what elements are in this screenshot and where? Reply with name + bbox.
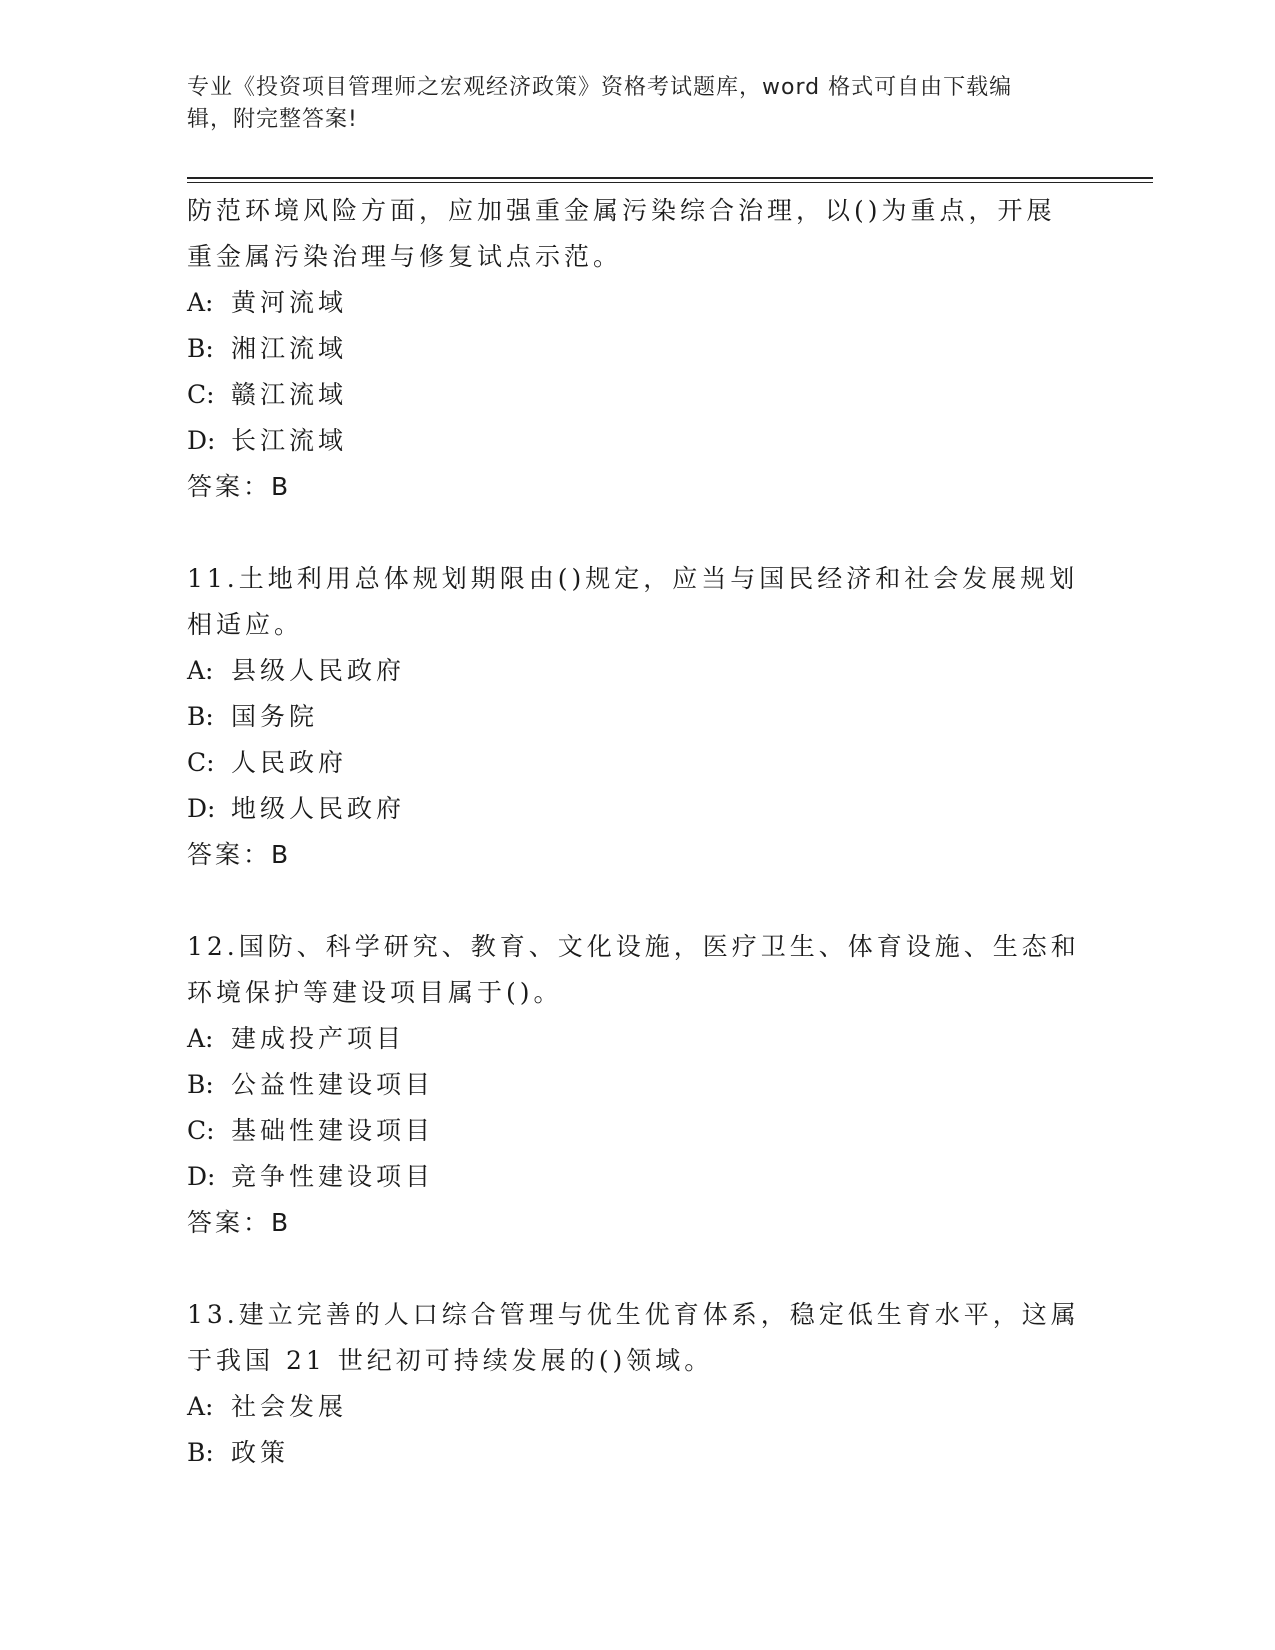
answer-line: 答案：B bbox=[187, 1208, 292, 1237]
option-letter: B: bbox=[187, 702, 214, 731]
header-line-1: 专业《投资项目管理师之宏观经济政策》资格考试题库，word 格式可自由下载编 bbox=[187, 75, 1013, 100]
option-letter: D: bbox=[187, 426, 216, 455]
option-a bbox=[187, 1384, 1087, 1430]
question-text-line: 于我国 21 世纪初可持续发展的()领域。 bbox=[187, 1346, 714, 1375]
option-d bbox=[187, 418, 1087, 464]
option-letter: A: bbox=[187, 1392, 214, 1421]
option-c bbox=[187, 372, 1087, 418]
answer-line: 答案：B bbox=[187, 840, 292, 869]
option-text: 社会发展 bbox=[231, 1392, 348, 1421]
option-d bbox=[187, 786, 1087, 832]
option-b bbox=[187, 326, 1087, 372]
question-text-line: 13.建立完善的人口综合管理与优生优育体系，稳定低生育水平，这属 bbox=[187, 1300, 1080, 1329]
answer-line: 答案：B bbox=[187, 472, 292, 501]
option-letter: C: bbox=[187, 748, 215, 777]
option-text: 竞争性建设项目 bbox=[231, 1162, 435, 1191]
option-a bbox=[187, 280, 1087, 326]
option-text: 黄河流域 bbox=[231, 288, 348, 317]
question-text-line: 11.土地利用总体规划期限由()规定，应当与国民经济和社会发展规划 bbox=[187, 564, 1079, 593]
question-text-line: 重金属污染治理与修复试点示范。 bbox=[187, 242, 623, 271]
document-header bbox=[187, 72, 1067, 136]
option-text: 长江流域 bbox=[231, 426, 348, 455]
question-list bbox=[187, 188, 1087, 1476]
option-text: 湘江流域 bbox=[231, 334, 348, 363]
option-text: 建成投产项目 bbox=[231, 1024, 406, 1053]
option-letter: D: bbox=[187, 1162, 216, 1191]
option-letter: C: bbox=[187, 380, 215, 409]
option-text: 赣江流域 bbox=[231, 380, 348, 409]
question-block bbox=[187, 924, 1087, 1246]
question-block bbox=[187, 1292, 1087, 1476]
option-letter: B: bbox=[187, 334, 214, 363]
option-c bbox=[187, 1108, 1087, 1154]
option-letter: C: bbox=[187, 1116, 215, 1145]
option-letter: D: bbox=[187, 794, 216, 823]
question-block bbox=[187, 188, 1087, 510]
question-text-line: 相适应。 bbox=[187, 610, 304, 639]
option-letter: A: bbox=[187, 288, 214, 317]
option-text: 国务院 bbox=[231, 702, 319, 731]
option-b bbox=[187, 1430, 1087, 1476]
option-d bbox=[187, 1154, 1087, 1200]
option-text: 地级人民政府 bbox=[231, 794, 406, 823]
header-divider-thick bbox=[187, 177, 1153, 179]
option-letter: B: bbox=[187, 1070, 214, 1099]
option-letter: A: bbox=[187, 1024, 214, 1053]
option-b bbox=[187, 1062, 1087, 1108]
header-divider-thin bbox=[187, 182, 1153, 183]
header-line-2: 辑，附完整答案! bbox=[187, 107, 358, 132]
option-a bbox=[187, 648, 1087, 694]
option-text: 人民政府 bbox=[231, 748, 348, 777]
question-text-line: 环境保护等建设项目属于()。 bbox=[187, 978, 563, 1007]
option-letter: B: bbox=[187, 1438, 214, 1467]
question-text-line: 12.国防、科学研究、教育、文化设施，医疗卫生、体育设施、生态和 bbox=[187, 932, 1080, 961]
option-a bbox=[187, 1016, 1087, 1062]
option-text: 县级人民政府 bbox=[231, 656, 406, 685]
question-text-line: 防范环境风险方面，应加强重金属污染综合治理，以()为重点，开展 bbox=[187, 196, 1056, 225]
question-block bbox=[187, 556, 1087, 878]
option-letter: A: bbox=[187, 656, 214, 685]
option-c bbox=[187, 740, 1087, 786]
option-text: 基础性建设项目 bbox=[231, 1116, 435, 1145]
option-text: 公益性建设项目 bbox=[231, 1070, 435, 1099]
option-b bbox=[187, 694, 1087, 740]
option-text: 政策 bbox=[231, 1438, 290, 1467]
